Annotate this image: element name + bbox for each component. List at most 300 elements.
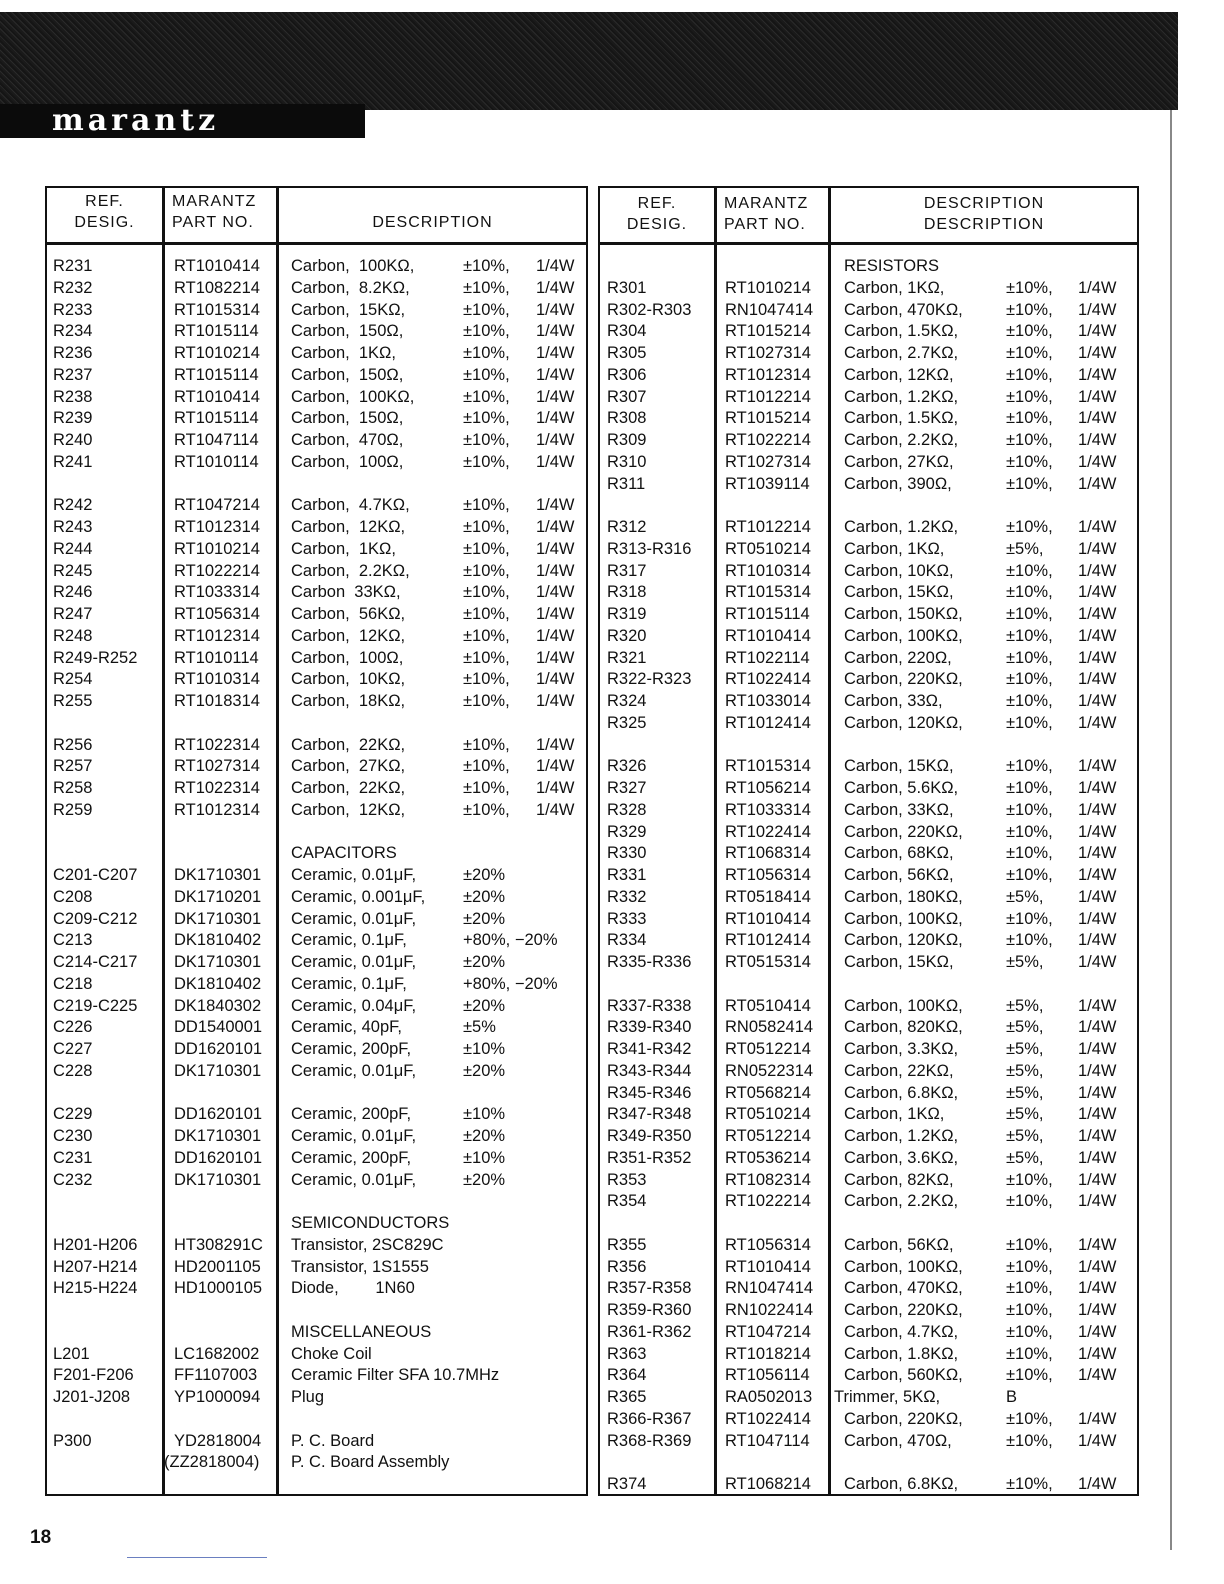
header-line: MARANTZ (172, 193, 257, 210)
cell-wattage: 1/4W (1078, 996, 1117, 1015)
header-part-no (724, 193, 808, 235)
table-row (600, 1190, 1137, 1212)
table-row (47, 1016, 586, 1038)
cell-part-no: RT1056314 (174, 605, 260, 623)
cell-wattage: 1/4W (1078, 1322, 1117, 1341)
cell-wattage: 1/4W (536, 539, 575, 558)
cell-tolerance: ±10%, (463, 518, 510, 536)
cell-description: Carbon, 100Ω, (291, 648, 404, 667)
cell-description: Carbon, 3.6KΩ, (844, 1148, 959, 1167)
header-line: DESCRIPTION (923, 195, 1045, 212)
table-row (47, 320, 586, 342)
cell-ref-desig: R236 (53, 344, 93, 362)
cell-part-no: DK1710201 (174, 887, 262, 906)
table-row (47, 929, 586, 951)
cell-ref-desig: R248 (53, 626, 93, 645)
marantz-logo (0, 104, 365, 138)
cell-part-no: RT1010414 (725, 626, 811, 645)
cell-description: Carbon, 1KΩ, (291, 539, 396, 558)
cell-ref-desig: R241 (53, 452, 93, 471)
cell-part-no: YD2818004 (174, 1431, 262, 1450)
cell-description: Carbon, 1.5KΩ, (844, 322, 959, 341)
header-description (279, 212, 586, 233)
cell-description: Carbon, 1KΩ, (291, 344, 396, 362)
cell-description: Carbon, 56KΩ, (844, 1235, 954, 1254)
cell-ref-desig: R232 (53, 278, 93, 297)
cell-wattage: 1/4W (1078, 931, 1117, 950)
cell-tolerance: ±10%, (1006, 1366, 1053, 1385)
table-row (600, 429, 1137, 451)
cell-part-no: RT1010114 (174, 452, 259, 471)
cell-part-no: RT0536214 (725, 1148, 811, 1167)
cell-ref-desig: R259 (53, 800, 93, 819)
cell-wattage: 1/4W (1078, 1257, 1117, 1276)
cell-tolerance: ±10%, (1006, 1170, 1053, 1189)
cell-description: Ceramic, 0.01μF, (291, 1127, 417, 1145)
table-row (47, 1103, 586, 1125)
table-row (47, 581, 586, 603)
cell-ref-desig: R307 (607, 387, 647, 406)
cell-ref-desig: R306 (607, 365, 647, 384)
cell-part-no: RN0582414 (725, 1018, 814, 1037)
cell-ref-desig: R255 (53, 692, 93, 710)
cell-description: Carbon, 100Ω, (291, 452, 404, 471)
cell-tolerance: ±5%, (1006, 953, 1044, 971)
cell-ref-desig: R317 (607, 561, 647, 580)
table-row (47, 1343, 586, 1365)
cell-ref-desig: R365 (607, 1388, 647, 1406)
cell-description: Carbon, 1.2KΩ, (844, 518, 959, 536)
cell-ref-desig: R256 (53, 735, 93, 754)
cell-wattage: 1/4W (1078, 278, 1117, 297)
cell-tolerance: ±10%, (1006, 605, 1053, 623)
cell-ref-desig: R327 (607, 779, 647, 797)
cell-description: Carbon, 15KΩ, (291, 300, 406, 319)
table-row (600, 1082, 1137, 1104)
cell-wattage: 1/4W (1078, 1344, 1117, 1363)
cell-part-no: RT1082214 (174, 278, 260, 297)
cell-tolerance: ±10%, (463, 800, 510, 819)
cell-description: Carbon, 27KΩ, (844, 452, 954, 471)
cell-tolerance: ±10%, (463, 387, 510, 406)
table-row (600, 929, 1137, 951)
table-row (600, 951, 1137, 973)
cell-part-no: RT1010314 (174, 670, 260, 689)
cell-part-no: RT1015314 (725, 757, 811, 776)
cell-wattage: 1/4W (536, 300, 575, 319)
cell-part-no: RT1039114 (725, 474, 810, 493)
cell-tolerance: ±20% (463, 909, 506, 928)
table-row (600, 560, 1137, 582)
cell-wattage: 1/4W (1078, 322, 1117, 341)
cell-part-no: DK1710301 (174, 1127, 262, 1145)
cell-part-no: RT1010414 (174, 257, 260, 275)
cell-wattage: 1/4W (536, 365, 575, 384)
cell-tolerance: ±10%, (463, 496, 510, 515)
cell-part-no: RT1015114 (174, 365, 259, 384)
cell-part-no: RT1012414 (725, 713, 811, 732)
cell-tolerance: +80%, −20% (463, 974, 558, 993)
cell-wattage: 1/4W (1078, 1409, 1117, 1428)
cell-tolerance: ±10%, (1006, 452, 1053, 471)
cell-part-no: RT1012314 (725, 365, 811, 384)
cell-ref-desig: C208 (53, 887, 93, 906)
cell-description: Carbon, 1KΩ, (844, 539, 945, 558)
cell-wattage: 1/4W (536, 583, 575, 602)
cell-ref-desig: R334 (607, 931, 647, 950)
cell-ref-desig: R234 (53, 322, 93, 341)
parts-table-right (598, 186, 1139, 1496)
header-line: MARANTZ (724, 195, 809, 212)
cell-ref-desig: R302-R303 (607, 300, 692, 319)
table-row (47, 342, 586, 364)
cell-tolerance: ±10%, (463, 431, 510, 449)
cell-wattage: 1/4W (1078, 1279, 1117, 1298)
table-row (600, 1299, 1137, 1321)
cell-wattage: 1/4W (536, 322, 575, 341)
cell-wattage: 1/4W (1078, 1235, 1117, 1254)
cell-part-no: RT1015114 (174, 322, 259, 341)
cell-wattage: 1/4W (1078, 474, 1117, 493)
table-row (600, 842, 1137, 864)
cell-ref-desig: R309 (607, 431, 647, 449)
cell-tolerance: ±10%, (463, 626, 510, 645)
cell-description: Carbon, 15KΩ, (844, 953, 954, 971)
table-row (600, 516, 1137, 538)
cell-ref-desig: R247 (53, 605, 93, 623)
cell-wattage: 1/4W (536, 518, 575, 536)
cell-description: Ceramic, 0.01μF, (291, 953, 417, 971)
cell-description: Carbon, 2.2KΩ, (844, 431, 959, 449)
cell-wattage: 1/4W (1078, 1083, 1117, 1102)
table-row (47, 516, 586, 538)
table-row (600, 1038, 1137, 1060)
cell-ref-desig: H215-H224 (53, 1279, 138, 1298)
cell-wattage: 1/4W (1078, 779, 1117, 797)
cell-tolerance: ±10%, (1006, 1257, 1053, 1276)
cell-ref-desig: R244 (53, 539, 93, 558)
cell-wattage: 1/4W (1078, 344, 1117, 362)
cell-part-no: RT1047114 (725, 1431, 810, 1450)
table-row (47, 973, 586, 995)
cell-part-no: RT1033314 (174, 583, 260, 602)
cell-description: Carbon, 390Ω, (844, 474, 952, 493)
cell-ref-desig: R239 (53, 409, 93, 428)
cell-description: Carbon, 15KΩ, (844, 757, 954, 776)
cell-description: Carbon, 100KΩ, (844, 996, 963, 1015)
cell-part-no: RT1047214 (725, 1322, 811, 1341)
cell-description: Carbon, 8.2KΩ, (291, 278, 410, 297)
cell-tolerance: ±5%, (1006, 1148, 1044, 1167)
cell-tolerance: ±20% (463, 866, 506, 884)
cell-description: Carbon, 4.7KΩ, (291, 496, 410, 515)
cell-part-no: DK1710301 (174, 866, 262, 884)
table-row (600, 1103, 1137, 1125)
cell-part-no: RT1015114 (174, 409, 259, 428)
cell-part-no: FF1107003 (174, 1366, 258, 1385)
cell-ref-desig: C209-C212 (53, 909, 138, 928)
table-row (600, 1473, 1137, 1495)
cell-ref-desig: C227 (53, 1040, 93, 1058)
cell-tolerance: ±20% (463, 1061, 506, 1080)
cell-wattage: 1/4W (1078, 452, 1117, 471)
cell-description: Carbon, 470KΩ, (844, 300, 963, 319)
cell-ref-desig: R341-R342 (607, 1040, 692, 1058)
cell-part-no: DK1810402 (174, 974, 262, 993)
table-row (47, 277, 586, 299)
cell-wattage: 1/4W (1078, 800, 1117, 819)
table-row (47, 386, 586, 408)
cell-part-no: RA0502013 (725, 1388, 813, 1406)
cell-part-no: RT0518414 (725, 887, 811, 906)
cell-description: Carbon, 12KΩ, (291, 626, 406, 645)
cell-tolerance: ±10%, (1006, 779, 1053, 797)
cell-ref-desig: R353 (607, 1170, 647, 1189)
cell-wattage: 1/4W (536, 452, 575, 471)
cell-ref-desig: R310 (607, 452, 647, 471)
cell-part-no: RT1022414 (725, 1409, 811, 1428)
table-row (47, 1430, 586, 1452)
table-row (600, 886, 1137, 908)
table-row (47, 951, 586, 973)
table-row (600, 908, 1137, 930)
table-row (47, 864, 586, 886)
cell-description: Ceramic, 200pF, (291, 1148, 412, 1167)
cell-ref-desig: H201-H206 (53, 1235, 138, 1254)
table-row (47, 625, 586, 647)
cell-description: Carbon, 120KΩ, (844, 713, 963, 732)
table-row (47, 647, 586, 669)
cell-wattage: 1/4W (536, 605, 575, 623)
table-row (600, 1277, 1137, 1299)
cell-ref-desig: R238 (53, 387, 93, 406)
cell-tolerance: ±5%, (1006, 1018, 1044, 1037)
cell-part-no: HT308291C (174, 1235, 263, 1254)
table-row (600, 342, 1137, 364)
table-row (47, 1234, 586, 1256)
cell-wattage: 1/4W (1078, 1061, 1117, 1080)
cell-description: Carbon, 1.2KΩ, (844, 1127, 959, 1145)
cell-tolerance: ±10%, (1006, 713, 1053, 732)
cell-wattage: 1/4W (536, 561, 575, 580)
cell-tolerance: ±10%, (1006, 1431, 1053, 1450)
cell-tolerance: ±10%, (1006, 757, 1053, 776)
cell-ref-desig: R335-R336 (607, 953, 692, 971)
cell-description: Carbon, 1.8KΩ, (844, 1344, 959, 1363)
cell-description: Carbon, 820KΩ, (844, 1018, 963, 1037)
cell-part-no: RN1022414 (725, 1301, 814, 1319)
cell-part-no: DD1620101 (174, 1040, 263, 1058)
cell-description: Carbon, 120KΩ, (844, 931, 963, 950)
cell-ref-desig: R364 (607, 1366, 647, 1385)
cell-part-no: RT1010214 (174, 539, 260, 558)
cell-wattage: 1/4W (1078, 757, 1117, 776)
brand-name: marantz (52, 103, 220, 138)
cell-wattage: 1/4W (536, 735, 575, 754)
cell-part-no: RT1015314 (725, 583, 811, 602)
cell-tolerance: ±10%, (463, 344, 510, 362)
cell-wattage: 1/4W (1078, 713, 1117, 732)
cell-description: Carbon, 2.2KΩ, (844, 1192, 959, 1211)
header-band (0, 12, 1178, 110)
cell-tolerance: ±10%, (463, 757, 510, 776)
cell-wattage: 1/4W (1078, 583, 1117, 602)
cell-description: Ceramic, 0.1μF, (291, 931, 407, 950)
cell-part-no: RN1047414 (725, 300, 814, 319)
table-row (47, 1451, 586, 1473)
cell-description: Ceramic, 0.01μF, (291, 1061, 417, 1080)
cell-tolerance: ±5%, (1006, 1040, 1044, 1058)
cell-part-no: RT1033014 (725, 692, 811, 710)
cell-ref-desig: R332 (607, 887, 647, 906)
cell-part-no: RT1010214 (725, 278, 811, 297)
cell-wattage: 1/4W (1078, 626, 1117, 645)
cell-ref-desig: R318 (607, 583, 647, 602)
cell-tolerance: ±5%, (1006, 996, 1044, 1015)
cell-ref-desig: R249-R252 (53, 648, 138, 667)
cell-tolerance: ±10%, (1006, 1475, 1053, 1493)
cell-wattage: 1/4W (1078, 409, 1117, 428)
cell-wattage: 1/4W (536, 344, 575, 362)
cell-description: Carbon, 1.2KΩ, (844, 387, 959, 406)
cell-tolerance: ±10%, (1006, 322, 1053, 341)
cell-ref-desig: R361-R362 (607, 1322, 692, 1341)
cell-part-no: RT0512214 (725, 1040, 811, 1058)
header-divider (47, 242, 586, 245)
cell-wattage: 1/4W (1078, 909, 1117, 928)
cell-wattage: 1/4W (1078, 518, 1117, 536)
cell-part-no: RT1056314 (725, 866, 811, 884)
cell-wattage: 1/4W (1078, 1301, 1117, 1319)
cell-description: Ceramic, 0.04μF, (291, 996, 417, 1015)
cell-description: Carbon, 56KΩ, (844, 866, 954, 884)
cell-description: Carbon, 560KΩ, (844, 1366, 963, 1385)
cell-part-no: RT1012314 (174, 518, 260, 536)
cell-tolerance: ±10% (463, 1040, 506, 1058)
cell-tolerance: ±5%, (1006, 887, 1044, 906)
cell-tolerance: ±10%, (1006, 800, 1053, 819)
cell-tolerance: ±20% (463, 953, 506, 971)
table-row (47, 1147, 586, 1169)
cell-wattage: 1/4W (1078, 1192, 1117, 1211)
cell-description: Carbon, 220Ω, (844, 648, 952, 667)
header-line: REF. (85, 193, 124, 210)
cell-description: Carbon, 150Ω, (291, 409, 404, 428)
cell-tolerance: ±10%, (463, 452, 510, 471)
cell-tolerance: ±10%, (1006, 822, 1053, 841)
cell-description: Carbon, 27KΩ, (291, 757, 406, 776)
cell-part-no: RT1056314 (725, 1235, 811, 1254)
cell-part-no: RT0510214 (725, 1105, 811, 1124)
cell-wattage: 1/4W (1078, 1040, 1117, 1058)
cell-part-no: RT1056114 (725, 1366, 810, 1385)
cell-wattage: 1/4W (1078, 561, 1117, 580)
cell-part-no: RT1068214 (725, 1475, 811, 1493)
cell-wattage: 1/4W (536, 648, 575, 667)
cell-tolerance: ±10%, (463, 539, 510, 558)
cell-description: Ceramic, 40pF, (291, 1018, 402, 1037)
cell-part-no: DK1710301 (174, 953, 262, 971)
cell-description: P. C. Board (291, 1431, 375, 1450)
cell-part-no: RT1027314 (725, 452, 811, 471)
table-row (47, 668, 586, 690)
table-row (47, 603, 586, 625)
header-line: REF. (637, 195, 677, 212)
cell-tolerance: ±10%, (463, 692, 510, 710)
cell-description: Carbon, 4.7KΩ, (844, 1322, 959, 1341)
cell-wattage: 1/4W (536, 409, 575, 428)
section-heading-row (47, 1212, 586, 1234)
table-row (47, 364, 586, 386)
table-row (47, 777, 586, 799)
cell-tolerance: ±10%, (463, 322, 510, 341)
cell-ref-desig: R324 (607, 692, 647, 710)
table-row (47, 1125, 586, 1147)
cell-part-no: RT1033314 (725, 800, 811, 819)
cell-part-no: RT0512214 (725, 1127, 811, 1145)
cell-ref-desig: C201-C207 (53, 866, 138, 884)
cell-part-no: RT1010414 (725, 909, 811, 928)
cell-ref-desig: C230 (53, 1127, 93, 1145)
table-row (600, 690, 1137, 712)
cell-wattage: 1/4W (1078, 605, 1117, 623)
cell-wattage: 1/4W (1078, 1431, 1117, 1450)
table-row (600, 1321, 1137, 1343)
cell-ref-desig: R322-R323 (607, 670, 692, 689)
cell-wattage: 1/4W (1078, 431, 1117, 449)
cell-wattage: 1/4W (1078, 953, 1117, 971)
table-row (47, 799, 586, 821)
cell-ref-desig: R237 (53, 365, 93, 384)
cell-tolerance: ±10%, (463, 561, 510, 580)
table-row (47, 1277, 586, 1299)
cell-wattage: 1/4W (1078, 1127, 1117, 1145)
table-row (47, 255, 586, 277)
cell-description: Ceramic Filter SFA 10.7MHz (291, 1366, 500, 1385)
cell-description: Carbon, 470Ω, (291, 431, 404, 449)
cell-ref-desig: R246 (53, 583, 93, 602)
table-row (600, 1147, 1137, 1169)
cell-part-no: (ZZ2818004) (164, 1453, 260, 1472)
cell-description: Carbon, 22KΩ, (291, 779, 406, 797)
header-line: DESIG. (626, 216, 688, 233)
cell-ref-desig: R328 (607, 800, 647, 819)
cell-ref-desig: C226 (53, 1018, 93, 1037)
cell-description: Ceramic, 0.1μF, (291, 974, 407, 993)
footer-rule (127, 1557, 267, 1558)
cell-ref-desig: R240 (53, 431, 93, 449)
table-row (600, 1234, 1137, 1256)
cell-tolerance: ±10%, (1006, 583, 1053, 602)
cell-part-no: RT1010414 (725, 1257, 811, 1276)
cell-tolerance: ±5%, (1006, 1105, 1044, 1124)
section-heading-row (47, 1321, 586, 1343)
cell-wattage: 1/4W (1078, 866, 1117, 884)
cell-description: Carbon, 56KΩ, (291, 605, 406, 623)
cell-wattage: 1/4W (1078, 648, 1117, 667)
cell-description: Carbon, 82KΩ, (844, 1170, 954, 1189)
page-number: 18 (30, 1527, 52, 1548)
cell-part-no: RT1018214 (725, 1344, 811, 1363)
cell-part-no: RT1012314 (174, 800, 260, 819)
cell-description: Carbon, 12KΩ, (291, 518, 406, 536)
cell-tolerance: ±5% (463, 1018, 496, 1037)
cell-tolerance: ±10%, (1006, 866, 1053, 884)
section-heading: RESISTORS (844, 257, 940, 275)
header-line: PART NO. (172, 214, 254, 231)
cell-wattage: 1/4W (536, 387, 575, 406)
cell-tolerance: ±10%, (1006, 909, 1053, 928)
